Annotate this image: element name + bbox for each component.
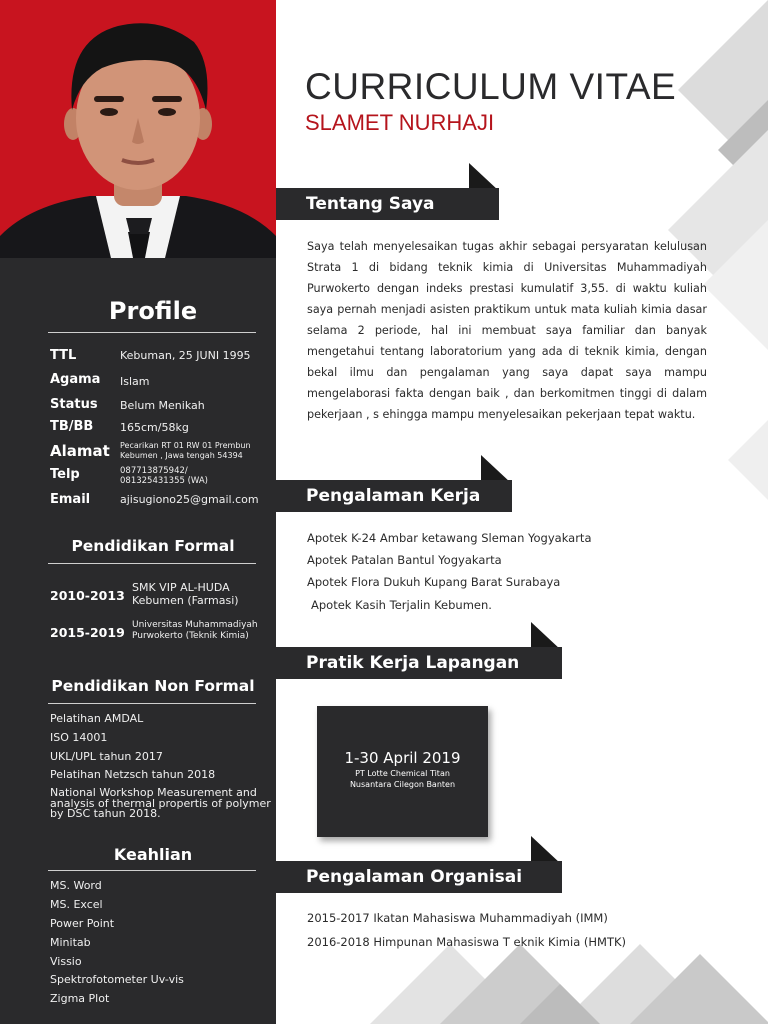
internship-place: PT Lotte Chemical Titan Nusantara Cilegon Banten [349,769,456,789]
nonformal-item: Pelatihan AMDAL [50,712,144,725]
nonformal-item: Pelatihan Netzsch tahun 2018 [50,768,216,781]
internship-card [317,706,488,837]
document-title: CURRICULUM VITAE [305,66,677,107]
profile-heading: Profile [108,297,198,325]
person-name: SLAMET NURHAJI [305,110,495,135]
address-label: Alamat [50,442,110,460]
organization-heading: Pengalaman Organisai [306,867,523,887]
skill-item: MS. Word [50,879,102,892]
ribbon-fold-decoration [531,836,561,864]
formal-education-year: 2015-2019 [50,625,125,640]
formal-education-place: Universitas Muhammadiyah Purwokerto (Teknik Kimia) [132,620,258,641]
ribbon-fold-decoration [481,455,511,483]
profile-photo [0,0,276,258]
nonformal-item: National Workshop Measurement and analysis of thermal propertis of polymer by DSC tahun 2018. [50,786,271,820]
about-heading: Tentang Saya [306,194,435,214]
skills-divider [48,870,256,871]
ribbon-fold-decoration [531,622,561,650]
about-section-ribbon [276,188,499,220]
email-value: ajisugiono25@gmail.com [120,493,259,506]
formal-education-heading: Pendidikan Formal [71,537,235,555]
skill-item: Minitab [50,936,91,949]
formal-education-year: 2010-2013 [50,588,125,603]
ttl-value: Kebuman, 25 JUNI 1995 [120,349,251,362]
ttl-label: TTL [50,348,77,363]
skill-item: Vissio [50,955,82,968]
organization-item: 2015-2017 Ikatan Mahasiswa Muhammadiyah (IMM) [307,911,608,925]
internship-date: 1-30 April 2019 [344,749,461,767]
work-item: Apotek K-24 Ambar ketawang Sleman Yogyakarta [307,531,592,545]
internship-section-ribbon [276,647,562,679]
nonformal-item: UKL/UPL tahun 2017 [50,750,163,763]
height-weight-value: 165cm/58kg [120,421,189,434]
work-item: Apotek Patalan Bantul Yogyakarta [307,553,502,567]
skill-item: Zigma Plot [50,992,110,1005]
skill-item: Spektrofotometer Uv-vis [50,973,184,986]
work-heading: Pengalaman Kerja [306,486,481,506]
skill-item: MS. Excel [50,898,103,911]
status-value: Belum Menikah [120,399,205,412]
about-paragraph: Saya telah menyelesaikan tugas akhir sebagai persyaratan kelulusan Strata 1 di bidang teknik kimia di Universitas Muhammadiyah Purwokerto dengan indeks prestasi kumulatif 3,55. di waktu kuliah saya pernah menjadi asisten praktikum untuk mata kuliah kimia dasar selama 2 periode, hal ini membuat saya familiar dan banyak mengetahui tentang laboratorium yang ada di teknik kimia, dengan bekal ilmu dan pengalaman yang saya dapat saya mampu mengelaborasi fakta dengan baik , dan berkomitmen tinggi di dalam pekerjaan , s ehingga mampu menyelesaikan pekerjaan tepat waktu. [307,240,707,421]
skills-heading: Keahlian [113,845,193,864]
religion-label: Agama [50,372,101,387]
organization-section-ribbon [276,861,562,893]
person-portrait-icon [0,0,276,258]
formal-education-divider [48,563,256,564]
nonformal-education-divider [48,703,256,704]
religion-value: Islam [120,375,150,388]
nonformal-education-heading: Pendidikan Non Formal [51,677,255,695]
work-section-ribbon [276,480,512,512]
email-label: Email [50,492,91,507]
address-value: Pecarikan RT 01 RW 01 Prembun Kebumen , Jawa tengah 54394 [120,441,251,460]
ribbon-fold-decoration [469,163,499,191]
nonformal-item: ISO 14001 [50,731,108,744]
profile-divider [48,332,256,333]
internship-heading: Pratik Kerja Lapangan [306,653,520,673]
work-item: Apotek Flora Dukuh Kupang Barat Surabaya [307,575,561,589]
phone-value: 087713875942/ 081325431355 (WA) [120,466,208,486]
status-label: Status [50,397,98,412]
work-item: Apotek Kasih Terjalin Kebumen. [311,598,492,612]
phone-label: Telp [50,467,80,482]
formal-education-place: SMK VIP AL-HUDA Kebumen (Farmasi) [132,581,239,607]
height-weight-label: TB/BB [50,419,94,434]
organization-item: 2016-2018 Himpunan Mahasiswa T eknik Kimia (HMTK) [307,935,627,949]
skill-item: Power Point [50,917,115,930]
